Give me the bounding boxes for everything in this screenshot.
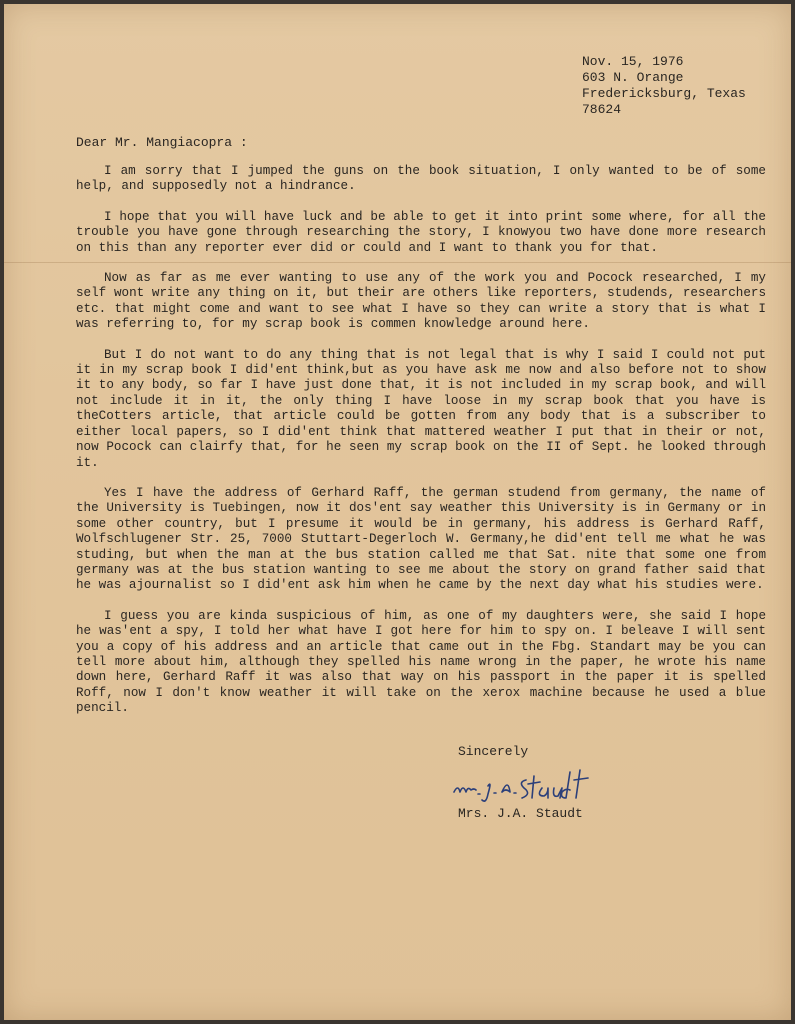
paragraph-6: I guess you are kinda suspicious of him, as one of my daughters were, she said I hope he was'ent a spy, I told her what have I got here for him to spy on. I beleave I will sent you a copy of his address and an article that came out in the Fbg. Standart may be you can tell more about him, although they spelled his name wrong in the paper, he wrote his name down here, Gerhard Raff it was also that way on his passport in the paper it is spelled Roff, now I don't know weather it will take on the xerox machine because he used a blue pencil. [76,608,766,716]
salutation: Dear Mr. Mangiacopra : [76,135,248,150]
paragraph-3: Now as far as me ever wanting to use any of the work you and Pocock researched, I my self wont write any thing on it, but their are others like reporters, studends, researchers etc. that might come and want to see what I have so they can write a story that is what I was referring to, for my scrap book is commen knowledge around here. [76,271,766,332]
printed-name: Mrs. J.A. Staudt [458,806,583,821]
city-line: Fredericksburg, Texas [582,86,746,101]
letter-page [4,4,791,1020]
handwritten-signature [448,762,648,806]
paragraph-2: I hope that you will have luck and be able to get it into print some where, for all the trouble you have gone through researching the story, I knowyou two have done more research on this than any reporter ever did or could and I want to thank you for that. [76,209,766,255]
date-line: Nov. 15, 1976 [582,54,684,69]
street-line: 603 N. Orange [582,70,684,85]
paragraph-1: I am sorry that I jumped the guns on the book situation, I only wanted to be of some help, and supposedly not a hindrance. [76,164,766,194]
letter-body [76,164,766,732]
zip-line: 78624 [582,102,622,117]
sender-address [582,54,746,118]
paragraph-4: But I do not want to do any thing that is not legal that is why I said I could not put it in my scrap book I did'ent think,but as you have ask me now and also before not to show it to any body, so far I have just done that, it is not included in my scrap book, and will not include it in it, the only thing I have loose in my scrap book that you have is theCotters article, that article could be gotten from any body that is a subscriber to either local papers, so I did'ent think that mattered weather I put that in their or not, now Pocock can clairfy that, for he seen my scrap book on the II of Sept. he looked through it. [76,347,766,470]
paragraph-5: Yes I have the address of Gerhard Raff, the german studend from germany, the name of the University is Tuebingen, now it dos'ent say weather this University is in Germany or in some other country, but I presume it would be in germany, his address is Gerhard Raff, Wolfschlugener Str. 25, 7000 Stuttart-Degerloch W. Germany,he did'ent tell me what he was studing, but when the man at the bus station called me that Sat. nite that some one from germany was at the bus station wanting to see me about the story on grand father said that he was ajournalist so I did'ent ask him when he came by the next day what his studies were. [76,485,766,593]
closing: Sincerely [458,744,529,759]
